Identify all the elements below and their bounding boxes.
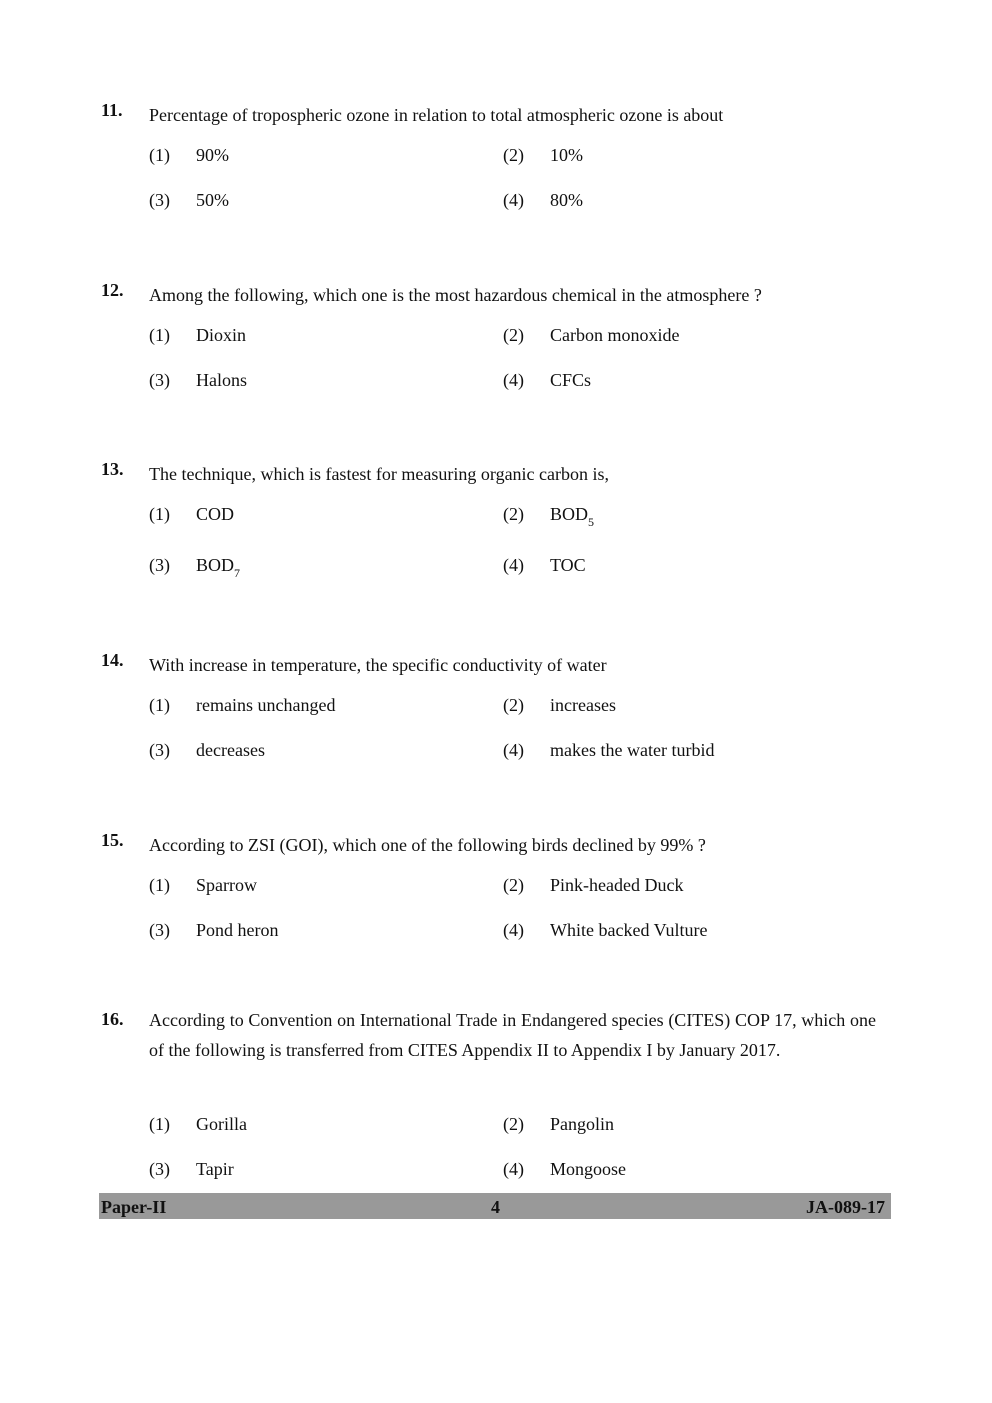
option-text: increases — [550, 695, 616, 715]
option-number: (2) — [503, 695, 524, 715]
question-text: The technique, which is fastest for measuring organic carbon is, — [149, 464, 610, 484]
question-number: 11. — [101, 100, 123, 120]
option-number: (2) — [503, 504, 524, 524]
option-text: Tapir — [196, 1159, 234, 1179]
option-number: (3) — [149, 555, 170, 575]
option-number: (2) — [503, 1114, 524, 1134]
paper-label: Paper-II — [101, 1197, 167, 1217]
option-number: (3) — [149, 190, 170, 210]
option-number: (1) — [149, 325, 170, 345]
option-number: (3) — [149, 1159, 170, 1179]
question-number: 13. — [101, 459, 124, 479]
page-number: 4 — [491, 1197, 500, 1217]
option-text: Carbon monoxide — [550, 325, 680, 345]
option-text: Sparrow — [196, 875, 257, 895]
option-text: CFCs — [550, 370, 592, 390]
option-subscript: 5 — [588, 515, 595, 529]
option-number: (3) — [149, 370, 170, 390]
option-text-main: BOD — [196, 555, 235, 575]
option-number: (4) — [503, 1159, 524, 1179]
option-text: decreases — [196, 740, 265, 760]
option-text: Pond heron — [196, 920, 279, 940]
question-text: Percentage of tropospheric ozone in relation to total atmospheric ozone is about — [149, 105, 724, 125]
option-text — [550, 504, 595, 529]
option-number: (4) — [503, 370, 524, 390]
option-number: (3) — [149, 740, 170, 760]
option-number: (1) — [149, 875, 170, 895]
option-number: (3) — [149, 920, 170, 940]
option-text: Halons — [196, 370, 247, 390]
option-number: (1) — [149, 145, 170, 165]
question-text: According to Convention on International Trade in Endangered species (CITES) COP 17, which one of the following is transferred from CITES Appendix II to Appendix I by January 2017. — [149, 1010, 876, 1060]
page-footer — [99, 1193, 891, 1219]
option-text: Mongoose — [550, 1159, 626, 1179]
question-number: 12. — [101, 280, 124, 300]
option-number: (2) — [503, 325, 524, 345]
option-number: (1) — [149, 695, 170, 715]
option-text: White backed Vulture — [550, 920, 708, 940]
question-text: With increase in temperature, the specific conductivity of water — [149, 655, 607, 675]
option-text: COD — [196, 504, 235, 524]
option-number: (4) — [503, 190, 524, 210]
option-text: Pink-headed Duck — [550, 875, 684, 895]
option-text: TOC — [550, 555, 586, 575]
question-text: According to ZSI (GOI), which one of the following birds declined by 99% ? — [149, 835, 706, 855]
option-text: Pangolin — [550, 1114, 615, 1134]
option-number: (2) — [503, 145, 524, 165]
option-text: remains unchanged — [196, 695, 336, 715]
option-number: (1) — [149, 1114, 170, 1134]
paper-code: JA-089-17 — [806, 1197, 885, 1217]
option-text: Dioxin — [196, 325, 247, 345]
question-number: 15. — [101, 830, 124, 850]
option-text: 90% — [196, 145, 229, 165]
option-text: Gorilla — [196, 1114, 247, 1134]
option-number: (4) — [503, 740, 524, 760]
question-text: Among the following, which one is the most hazardous chemical in the atmosphere ? — [149, 285, 762, 305]
option-number: (4) — [503, 555, 524, 575]
option-number: (2) — [503, 875, 524, 895]
option-text: makes the water turbid — [550, 740, 715, 760]
option-text: 50% — [196, 190, 229, 210]
option-subscript: 7 — [234, 566, 241, 580]
option-text-main: BOD — [550, 504, 589, 524]
question-number: 14. — [101, 650, 124, 670]
option-text — [196, 555, 241, 580]
option-number: (4) — [503, 920, 524, 940]
option-text: 10% — [550, 145, 583, 165]
question-number: 16. — [101, 1009, 124, 1029]
option-text: 80% — [550, 190, 583, 210]
option-number: (1) — [149, 504, 170, 524]
